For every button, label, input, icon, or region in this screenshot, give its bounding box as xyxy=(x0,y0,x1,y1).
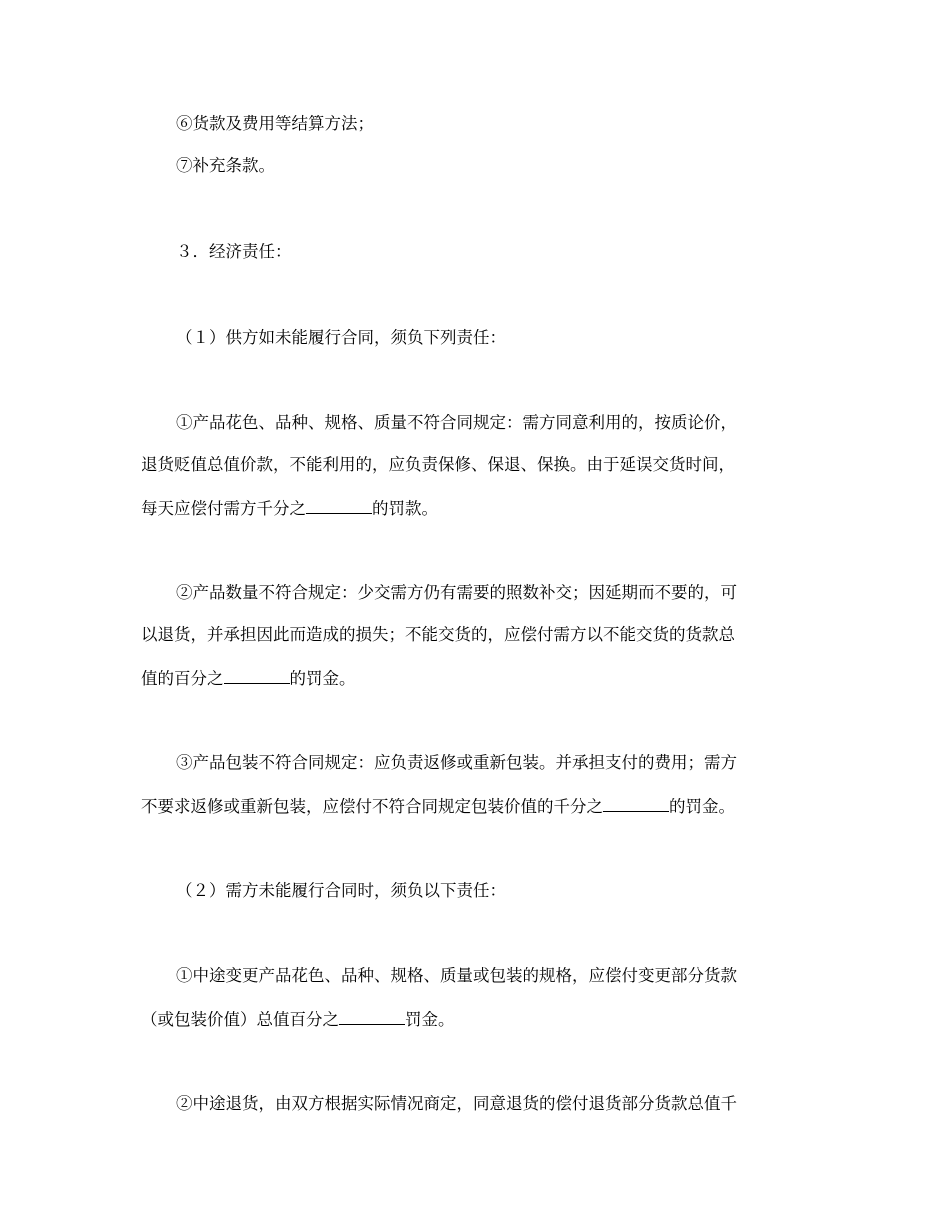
sub1-p2-line2: 以退货，并承担因此而造成的损失；不能交货的，应偿付需方以不能交货的货款总 xyxy=(141,625,735,644)
sub1-p3-line2-text-b: 的罚金。 xyxy=(669,797,735,816)
sub2-p1-line2 xyxy=(141,1008,455,1030)
section-3-heading: ３．经济责任： xyxy=(176,242,292,261)
item-7: ⑦补充条款。 xyxy=(176,156,275,175)
sub1-p1-line3-text-b: 的罚款。 xyxy=(372,499,438,518)
sub-2-heading: （２）需方未能履行合同时，须负以下责任： xyxy=(176,881,506,900)
sub1-p1-line3-text-a: 每天应偿付需方千分之 xyxy=(141,499,306,518)
fill-blank xyxy=(603,795,669,812)
sub2-p2-line1: ②中途退货，由双方根据实际情况商定，同意退货的偿付退货部分货款总值千 xyxy=(176,1094,737,1113)
fill-blank xyxy=(224,667,290,684)
sub-1-heading: （１）供方如未能履行合同，须负下列责任： xyxy=(176,328,506,347)
sub1-p2-line3 xyxy=(141,667,356,689)
sub1-p2-line3-text-b: 的罚金。 xyxy=(289,669,356,688)
sub2-p1-line1: ①中途变更产品花色、品种、规格、质量或包装的规格，应偿付变更部分货款 xyxy=(176,966,737,985)
sub1-p1-line2: 退货贬值总值价款，不能利用的，应负责保修、保退、保换。由于延误交货时间， xyxy=(141,455,735,474)
item-6: ⑥货款及费用等结算方法； xyxy=(176,114,374,133)
sub1-p1-line1: ①产品花色、品种、规格、质量不符合同规定：需方同意利用的，按质论价， xyxy=(176,413,737,432)
sub2-p1-line2-text-b: 罚金。 xyxy=(405,1010,455,1029)
fill-blank xyxy=(339,1008,405,1025)
sub1-p3-line2-text-a: 不要求返修或重新包装，应偿付不符合同规定包装价值的千分之 xyxy=(141,797,603,816)
fill-blank xyxy=(306,497,372,514)
sub1-p2-line1: ②产品数量不符合规定：少交需方仍有需要的照数补交；因延期而不要的，可 xyxy=(176,583,737,602)
sub1-p1-line3 xyxy=(141,497,438,519)
sub1-p3-line2 xyxy=(141,795,735,817)
sub1-p3-line1: ③产品包装不符合同规定：应负责返修或重新包装。并承担支付的费用；需方 xyxy=(176,753,737,772)
sub1-p2-line3-text-a: 值的百分之 xyxy=(141,669,224,688)
sub2-p1-line2-text-a: （或包装价值）总值百分之 xyxy=(141,1010,339,1029)
